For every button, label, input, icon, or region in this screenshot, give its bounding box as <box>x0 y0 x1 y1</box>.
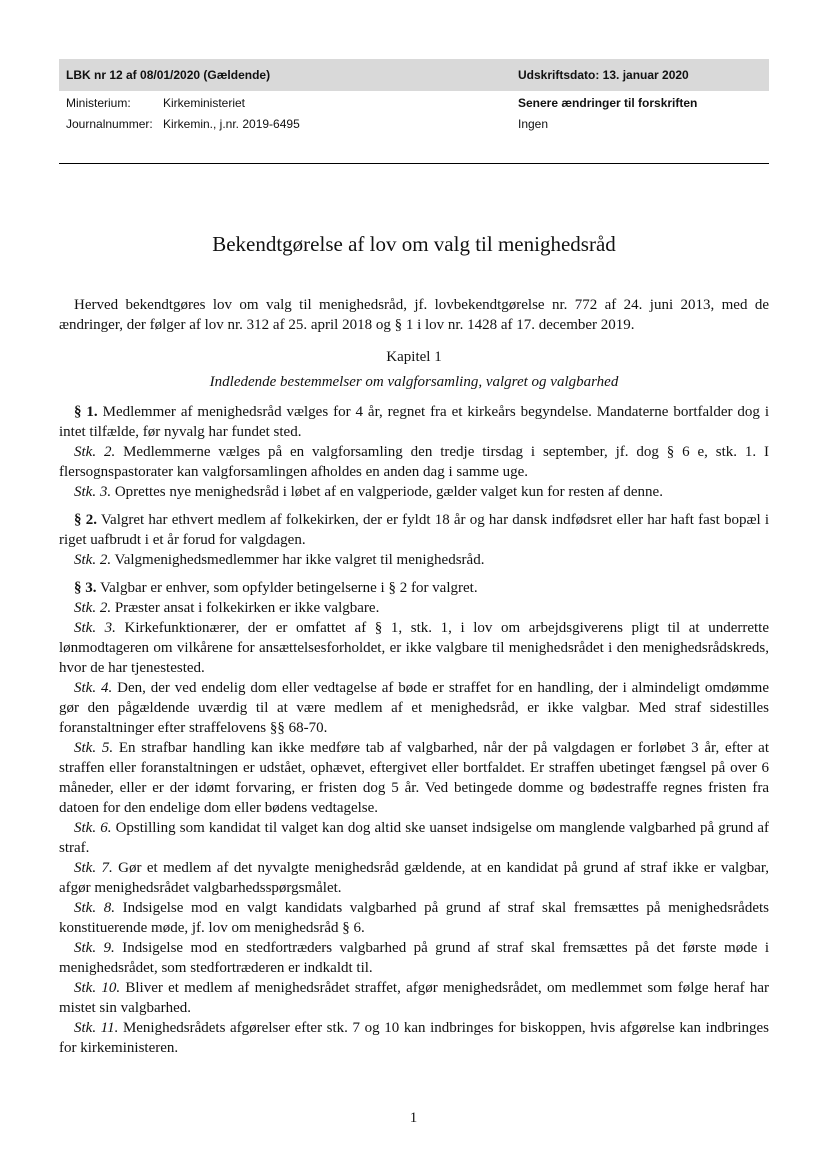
section-3 <box>59 578 769 598</box>
stk-text: En strafbar handling kan ikke medføre tab af valgbarhed, når der på valgdagen er forløbet 3 år, efter at straffen eller foranstaltningen er udstået, ophævet, eftergivet eller bortfaldet. Er straffen ubetinget fængsel på over 6 måneder, eller er der idømt forvaring, er fristen dog 5 år. Ved betingede domme og bødestraffe regnes fristen fra datoen for den endelige dom eller bødens vedtagelse. <box>59 740 769 816</box>
journal-value: Kirkemin., j.nr. 2019-6495 <box>163 117 300 131</box>
stk-text: Oprettes nye menighedsråd i løbet af en valgperiode, gælder valget kun for resten af denne. <box>111 484 663 500</box>
header-divider <box>59 163 769 164</box>
stk-text: Indsigelse mod en valgt kandidats valgbarhed på grund af straf skal fremsættes på menighedsrådets konstituerende møde, jf. lov om menighedsråd § 6. <box>59 900 769 936</box>
stk-mark: Stk. 3. <box>74 484 112 500</box>
section-3-stk-8 <box>59 898 769 938</box>
stk-mark: Stk. 2. <box>74 444 116 460</box>
sections <box>59 402 769 1058</box>
stk-mark: Stk. 7. <box>74 860 113 876</box>
stk-text: Bliver et medlem af menighedsrådet straffet, afgør menighedsrådet, om medlemmet som følge heraf har mistet sin valgbarhed. <box>59 980 769 1016</box>
stk-mark: Stk. 2. <box>74 552 112 568</box>
journal-label: Journalnummer: <box>66 117 153 131</box>
intro-text: Herved bekendtgøres lov om valg til menighedsråd, jf. lovbekendtgørelse nr. 772 af 24. juni 2013, med de ændringer, der følger af lov nr. 312 af 25. april 2018 og § 1 i lov nr. 1428 af 17. december 2019. <box>59 297 769 333</box>
section-1 <box>59 402 769 442</box>
section-mark: § 2. <box>74 512 97 528</box>
stk-text: Opstilling som kandidat til valget kan dog altid ske uanset indsigelse om manglende valgbarhed på grund af straf. <box>59 820 770 856</box>
section-1-stk-3 <box>59 482 769 502</box>
stk-mark: Stk. 8. <box>74 900 115 916</box>
section-mark: § 3. <box>74 580 97 596</box>
section-text: Valgret har ethvert medlem af folkekirken, der er fyldt 18 år og har dansk indfødsret eller har haft fast bopæl i riget uafbrudt i et år forud for valgdagen. <box>59 512 770 548</box>
stk-text: Gør et medlem af det nyvalgte menighedsråd gældende, at en kandidat på grund af straf ikke er valgbar, afgør menighedsrådet valgbarhedsspørgsmålet. <box>59 860 769 896</box>
section-3-stk-2 <box>59 598 769 618</box>
chapter-number: Kapitel 1 <box>386 349 442 365</box>
stk-text: Kirkefunktionærer, der er omfattet af § 1, stk. 1, i lov om arbejdsgiverens pligt til at underrette lønmodtageren om vilkårene for ansættelsesforholdet, er ikke valgbare til menighedsrådet i den menighedsrådskreds, hvor de har tjenestested. <box>59 620 769 676</box>
section-mark: § 1. <box>74 404 98 420</box>
section-2 <box>59 510 769 550</box>
print-date: Udskriftsdato: 13. januar 2020 <box>518 68 689 82</box>
stk-mark: Stk. 6. <box>74 820 112 836</box>
stk-text: Medlemmerne vælges på en valgforsamling den tredje tirsdag i september, jf. dog § 6 e, stk. 1. I flersognspastorater kan valgforsamlingen afholdes en anden dag i samme uge. <box>59 444 770 480</box>
page-number: 1 <box>409 1110 418 1126</box>
changes-value: Ingen <box>518 117 549 131</box>
stk-text: Indsigelse mod en stedfortræders valgbarhed på grund af straf skal fremsættes på det første møde i menighedsrådet, som stedfortræderen er indkaldt til. <box>59 940 769 976</box>
section-2-stk-2 <box>59 550 769 570</box>
section-3-stk-10 <box>59 978 769 1018</box>
document-id: LBK nr 12 af 08/01/2020 (Gældende) <box>66 68 271 82</box>
section-3-stk-11 <box>59 1018 769 1058</box>
stk-mark: Stk. 4. <box>74 680 113 696</box>
section-3-stk-3 <box>59 618 769 678</box>
section-text: Medlemmer af menighedsråd vælges for 4 år, regnet fra et kirkeårs begyndelse. Mandaterne bortfalder dog i intet tilfælde, før nyvalg har fundet sted. <box>59 404 769 440</box>
changes-label: Senere ændringer til forskriften <box>518 96 698 110</box>
stk-mark: Stk. 3. <box>74 620 116 636</box>
section-3-stk-7 <box>59 858 769 898</box>
section-3-stk-9 <box>59 938 769 978</box>
ministry-value: Kirkeministeriet <box>163 96 246 110</box>
stk-text: Valgmenighedsmedlemmer har ikke valgret til menighedsråd. <box>111 552 485 568</box>
document-title: Bekendtgørelse af lov om valg til menighedsråd <box>212 232 616 256</box>
header-bar <box>59 59 769 91</box>
intro-paragraph <box>59 295 769 335</box>
stk-mark: Stk. 10. <box>74 980 121 996</box>
stk-mark: Stk. 9. <box>74 940 115 956</box>
chapter-title: Indledende bestemmelser om valgforsamling, valgret og valgbarhed <box>209 374 619 390</box>
section-3-stk-5 <box>59 738 769 818</box>
section-3-stk-4 <box>59 678 769 738</box>
stk-text: Menighedsrådets afgørelser efter stk. 7 og 10 kan indbringes for biskoppen, hvis afgørelse kan indbringes for kirkeministeren. <box>59 1020 769 1056</box>
section-3-stk-6 <box>59 818 769 858</box>
stk-mark: Stk. 11. <box>74 1020 119 1036</box>
stk-text: Præster ansat i folkekirken er ikke valgbare. <box>111 600 380 616</box>
stk-mark: Stk. 5. <box>74 740 114 756</box>
section-text: Valgbar er enhver, som opfylder betingelserne i § 2 for valgret. <box>96 580 478 596</box>
ministry-label: Ministerium: <box>66 96 131 110</box>
section-1-stk-2 <box>59 442 769 482</box>
stk-text: Den, der ved endelig dom eller vedtagelse af bøde er straffet for en handling, der i almindeligt omdømme gør den pågældende uværdig til at være medlem af et menighedsråd, er ikke valgbar. Med straf sidestilles foranstaltninger efter straffelovens §§ 68-70. <box>59 680 769 736</box>
stk-mark: Stk. 2. <box>74 600 112 616</box>
